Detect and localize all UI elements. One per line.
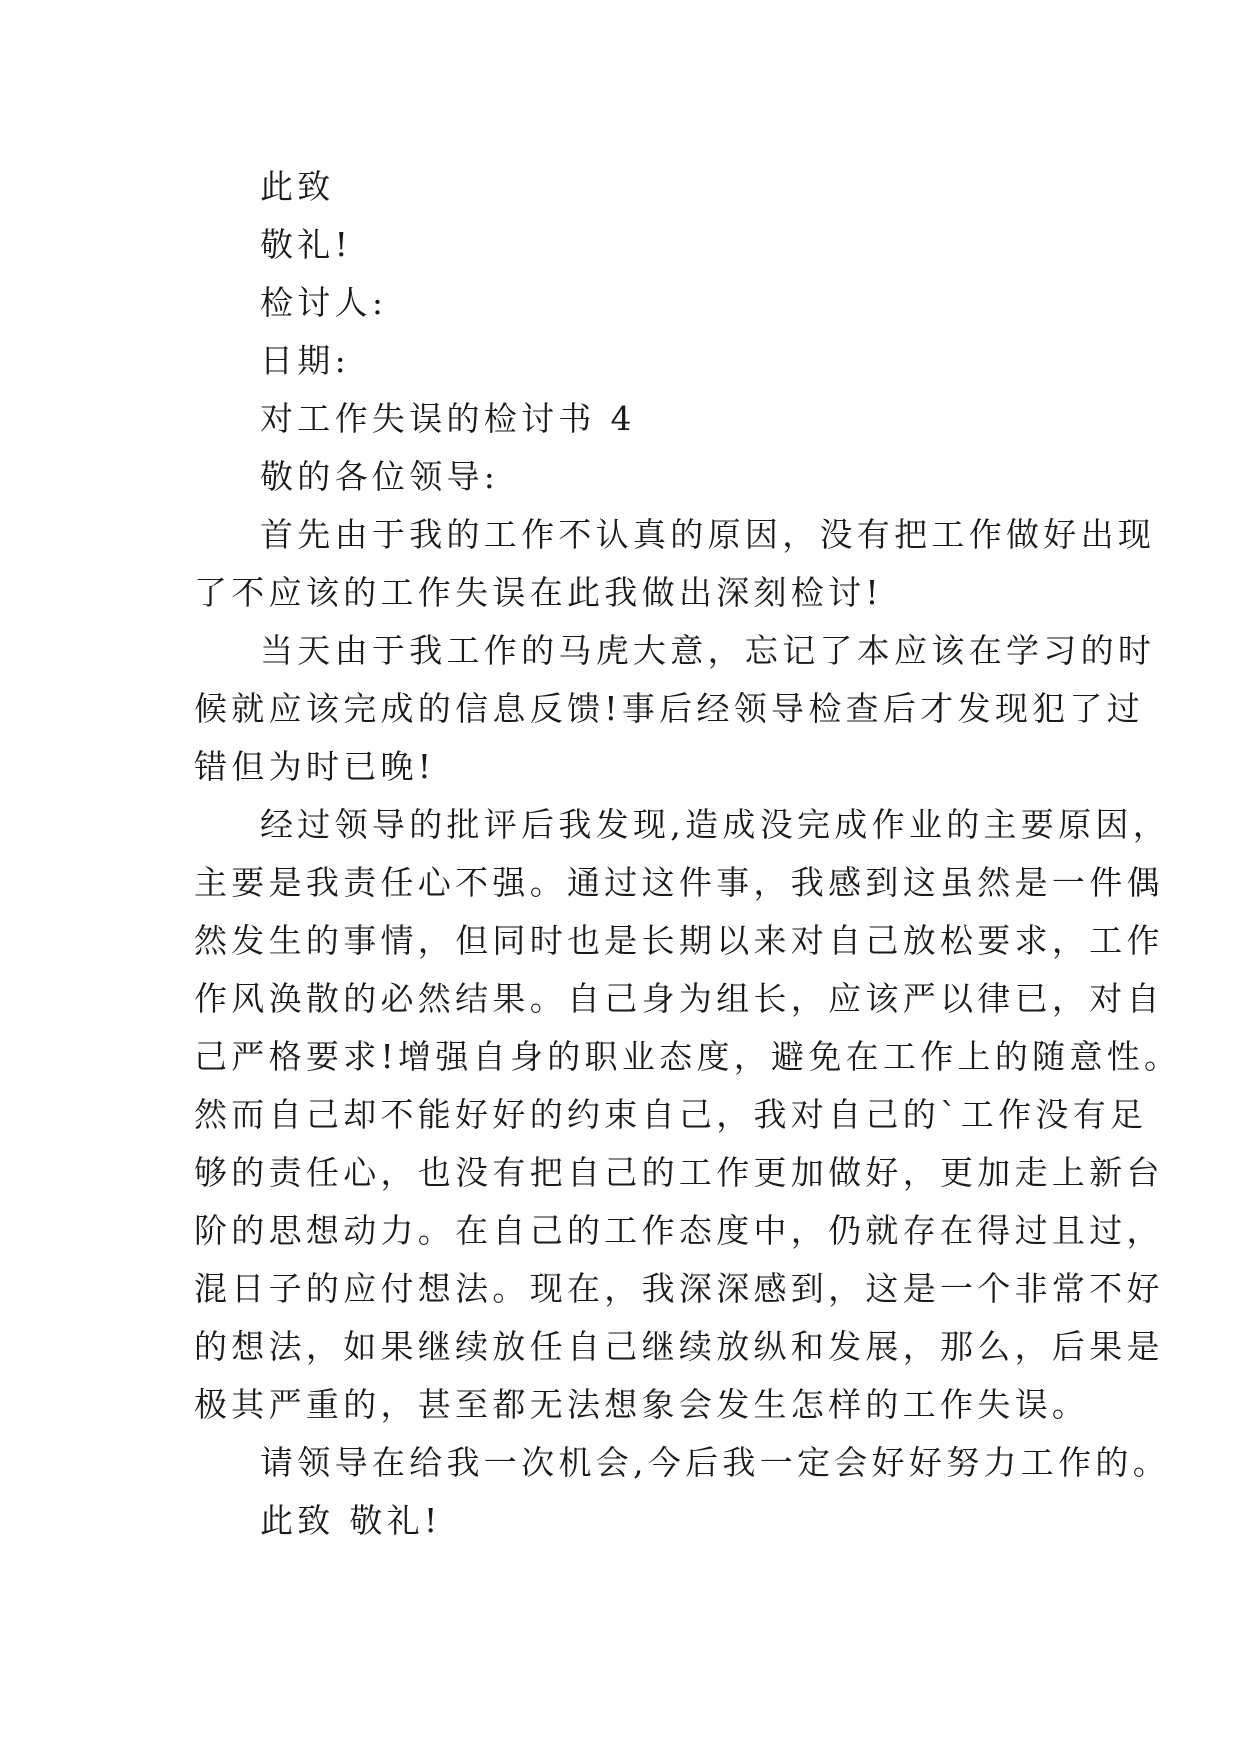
paragraph-line: 当天由于我工作的马虎大意，忘记了本应该在学习的时 <box>260 631 1156 670</box>
paragraph-line: 然而自己却不能好好的约束自己，我对自己的`工作没有足 <box>194 1095 1148 1134</box>
paragraph-3 <box>194 796 1182 1434</box>
letter-body <box>194 158 1182 1550</box>
salutation: 敬的各位领导: <box>260 457 500 496</box>
paragraph-1 <box>194 506 1156 622</box>
closing-line: 此致 敬礼! <box>260 1501 442 1540</box>
paragraph-line: 己严格要求!增强自身的职业态度，避免在工作上的随意性。 <box>194 1037 1182 1076</box>
paragraph-line: 极其严重的，甚至都无法想象会发生怎样的工作失误。 <box>194 1385 1090 1424</box>
paragraph-line: 混日子的应付想法。现在，我深深感到，这是一个非常不好 <box>194 1269 1164 1308</box>
paragraph-2 <box>194 622 1156 796</box>
paragraph-line: 主要是我责任心不强。通过这件事，我感到这虽然是一件偶 <box>194 863 1164 902</box>
paragraph-line: 请领导在给我一次机会,今后我一定会好好努力工作的。 <box>260 1443 1170 1482</box>
reviewer-label: 检讨人: <box>260 283 388 322</box>
paragraph-line: 的想法，如果继续放任自己继续放纵和发展，那么，后果是 <box>194 1327 1164 1366</box>
paragraph-line: 经过领导的批评后我发现,造成没完成作业的主要原因， <box>260 805 1170 844</box>
paragraph-4 <box>194 1434 1170 1492</box>
paragraph-line: 候就应该完成的信息反馈!事后经领导检查后才发现犯了过 <box>194 689 1145 728</box>
paragraph-line: 作风涣散的必然结果。自己身为组长，应该严以律已，对自 <box>194 979 1164 1018</box>
closing-line-1: 此致 <box>260 167 335 206</box>
paragraph-line: 然发生的事情，但同时也是长期以来对自己放松要求，工作 <box>194 921 1164 960</box>
paragraph-line: 够的责任心，也没有把自己的工作更加做好，更加走上新台 <box>194 1153 1164 1192</box>
paragraph-line: 首先由于我的工作不认真的原因，没有把工作做好出现 <box>260 515 1156 554</box>
paragraph-line: 阶的思想动力。在自己的工作态度中，仍就存在得过且过， <box>194 1211 1164 1250</box>
section-title: 对工作失误的检讨书 4 <box>260 399 636 438</box>
paragraph-line: 了不应该的工作失误在此我做出深刻检讨! <box>194 573 883 612</box>
paragraph-line: 错但为时已晚! <box>194 747 436 786</box>
date-label: 日期: <box>260 341 351 380</box>
closing-line-2: 敬礼! <box>260 225 353 264</box>
